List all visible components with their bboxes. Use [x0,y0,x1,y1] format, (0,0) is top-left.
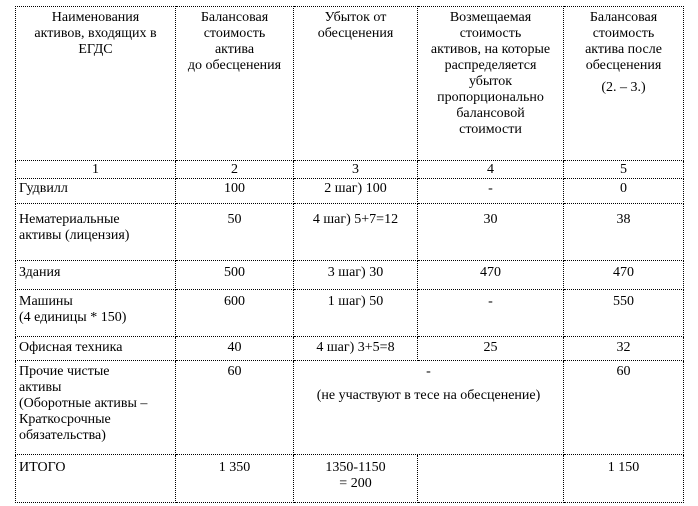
recoverable-amount: 470 [418,261,564,290]
header-row [16,7,684,161]
impairment-loss: 4 шаг) 5+7=12 [294,204,418,261]
book-value-after: 1 150 [564,455,684,503]
recoverable-amount: - [418,290,564,337]
column-number: 2 [176,161,294,179]
table-row-other-net-assets [16,361,684,455]
asset-name: Машины (4 единицы * 150) [16,290,176,337]
recoverable-amount [418,455,564,503]
impairment-loss: 1350-1150 = 200 [294,455,418,503]
asset-name: Офисная техника [16,337,176,361]
book-value-before: 500 [176,261,294,290]
book-value-after: 550 [564,290,684,337]
recoverable-amount: 30 [418,204,564,261]
impairment-table-container [15,6,683,503]
table-row-office-equipment [16,337,684,361]
book-value-after: 32 [564,337,684,361]
table-row-buildings [16,261,684,290]
recoverable-amount: 25 [418,337,564,361]
column-number: 3 [294,161,418,179]
asset-name: Гудвилл [16,179,176,204]
book-value-after: 38 [564,204,684,261]
header-book-value-after: Балансовая стоимость актива после обесценения (2. – 3.) [564,7,684,161]
book-value-before: 40 [176,337,294,361]
asset-name: Прочие чистые активы (Оборотные активы – Краткосрочные обязательства) [16,361,176,455]
book-value-before: 100 [176,179,294,204]
excluded-dash: - [426,364,431,379]
header-recoverable-amount: Возмещаемая стоимость активов, на которые распределяется убыток пропорционально балансовой стоимости [418,7,564,161]
book-value-before: 50 [176,204,294,261]
excluded-note: (не участвуют в тесе на обесценение) [316,388,541,403]
book-value-after: 60 [564,361,684,455]
book-value-before: 60 [176,361,294,455]
table-row-intangibles [16,204,684,261]
header-asset-name: Наименования активов, входящих в ЕГДС [16,7,176,161]
asset-name: Здания [16,261,176,290]
table-row-goodwill [16,179,684,204]
impairment-loss: 3 шаг) 30 [294,261,418,290]
asset-name: Нематериальные активы (лицензия) [16,204,176,261]
book-value-before: 600 [176,290,294,337]
asset-name: ИТОГО [16,455,176,503]
table-row-machines [16,290,684,337]
impairment-allocation-table [15,6,684,503]
column-number-row [16,161,684,179]
impairment-loss: 2 шаг) 100 [294,179,418,204]
column-number: 5 [564,161,684,179]
merged-excluded-note [294,361,564,455]
column-number: 1 [16,161,176,179]
recoverable-amount: - [418,179,564,204]
header-book-value-before: Балансовая стоимость актива до обесценения [176,7,294,161]
impairment-loss: 1 шаг) 50 [294,290,418,337]
book-value-after: 470 [564,261,684,290]
impairment-loss: 4 шаг) 3+5=8 [294,337,418,361]
table-row-total [16,455,684,503]
column-number: 4 [418,161,564,179]
book-value-after: 0 [564,179,684,204]
book-value-before: 1 350 [176,455,294,503]
header-impairment-loss: Убыток от обесценения [294,7,418,161]
